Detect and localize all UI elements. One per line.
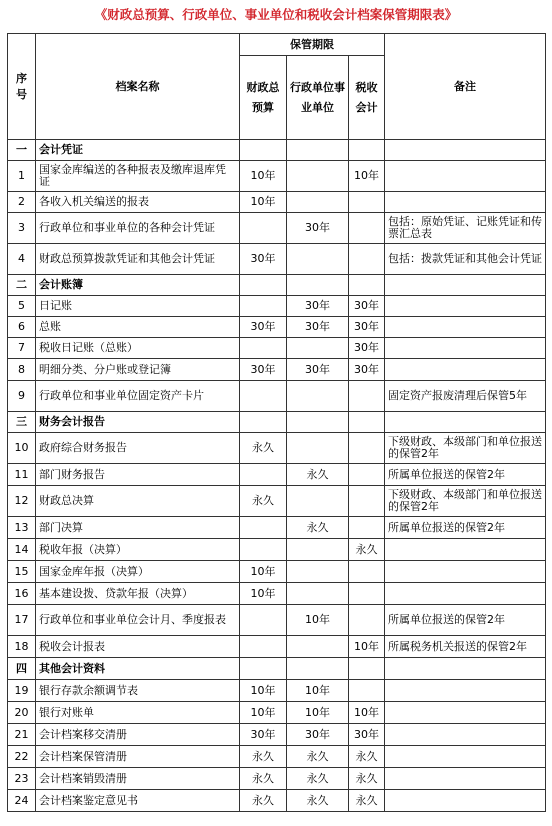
finance-period: 永久: [240, 790, 287, 812]
row-number: 9: [8, 381, 36, 412]
row-number: 8: [8, 359, 36, 381]
empty-cell: [287, 658, 349, 680]
empty-cell: [240, 658, 287, 680]
remark: 所属税务机关报送的保管2年: [385, 636, 546, 658]
empty-cell: [349, 140, 385, 161]
empty-cell: [349, 658, 385, 680]
tax-period: [349, 561, 385, 583]
finance-period: [240, 539, 287, 561]
row-number: 20: [8, 702, 36, 724]
remark: [385, 746, 546, 768]
archive-name: 部门财务报告: [36, 464, 240, 486]
admin-period: [287, 338, 349, 359]
table-row: [8, 768, 546, 790]
remark: 包括：拨款凭证和其他会计凭证: [385, 244, 546, 275]
row-number: 12: [8, 486, 36, 517]
admin-period: 永久: [287, 464, 349, 486]
archive-name: 国家金库编送的各种报表及缴库退库凭证: [36, 161, 240, 192]
table-row: [8, 605, 546, 636]
table-row: [8, 724, 546, 746]
finance-period: 10年: [240, 561, 287, 583]
header-name: 档案名称: [36, 34, 240, 140]
tax-period: [349, 213, 385, 244]
table-row: [8, 746, 546, 768]
archive-name: 行政单位和事业单位的各种会计凭证: [36, 213, 240, 244]
empty-cell: [385, 275, 546, 296]
section-row: [8, 658, 546, 680]
tax-period: 30年: [349, 359, 385, 381]
remark: 固定资产报废清理后保管5年: [385, 381, 546, 412]
finance-period: [240, 605, 287, 636]
table-row: [8, 213, 546, 244]
row-number: 19: [8, 680, 36, 702]
tax-period: [349, 381, 385, 412]
empty-cell: [240, 412, 287, 433]
admin-period: [287, 161, 349, 192]
empty-cell: [385, 140, 546, 161]
archive-name: 总账: [36, 317, 240, 338]
table-row: [8, 433, 546, 464]
empty-cell: [385, 412, 546, 433]
finance-period: [240, 296, 287, 317]
tax-period: 10年: [349, 161, 385, 192]
admin-period: 30年: [287, 724, 349, 746]
archive-name: 国家金库年报（决算）: [36, 561, 240, 583]
row-number: 5: [8, 296, 36, 317]
admin-period: 30年: [287, 296, 349, 317]
finance-period: 10年: [240, 161, 287, 192]
admin-period: 30年: [287, 213, 349, 244]
admin-period: 10年: [287, 702, 349, 724]
finance-period: 10年: [240, 192, 287, 213]
tax-period: [349, 517, 385, 539]
finance-period: 30年: [240, 244, 287, 275]
section-title: 其他会计资料: [36, 658, 240, 680]
section-title: 财务会计报告: [36, 412, 240, 433]
tax-period: 30年: [349, 338, 385, 359]
row-number: 15: [8, 561, 36, 583]
archive-name: 会计档案移交清册: [36, 724, 240, 746]
table-row: [8, 702, 546, 724]
empty-cell: [240, 275, 287, 296]
finance-period: [240, 464, 287, 486]
row-number: 22: [8, 746, 36, 768]
tax-period: [349, 486, 385, 517]
finance-period: 10年: [240, 702, 287, 724]
remark: [385, 768, 546, 790]
remark: 下级财政、本级部门和单位报送的保管2年: [385, 433, 546, 464]
finance-period: 10年: [240, 680, 287, 702]
admin-period: [287, 192, 349, 213]
finance-period: [240, 381, 287, 412]
remark: [385, 702, 546, 724]
tax-period: 永久: [349, 768, 385, 790]
archive-name: 税收日记账（总账）: [36, 338, 240, 359]
tax-period: [349, 680, 385, 702]
table-row: [8, 192, 546, 213]
remark: [385, 317, 546, 338]
section-row: [8, 140, 546, 161]
finance-period: 永久: [240, 746, 287, 768]
admin-period: [287, 433, 349, 464]
section-title: 会计账簿: [36, 275, 240, 296]
row-number: 13: [8, 517, 36, 539]
finance-period: 30年: [240, 317, 287, 338]
remark: 所属单位报送的保管2年: [385, 464, 546, 486]
row-number: 2: [8, 192, 36, 213]
tax-period: 永久: [349, 790, 385, 812]
finance-period: 30年: [240, 724, 287, 746]
admin-period: 30年: [287, 359, 349, 381]
archive-name: 会计档案销毁清册: [36, 768, 240, 790]
header-seq: 序号: [8, 34, 36, 140]
finance-period: [240, 636, 287, 658]
table-row: [8, 244, 546, 275]
tax-period: [349, 583, 385, 605]
empty-cell: [287, 275, 349, 296]
tax-period: 10年: [349, 636, 385, 658]
tax-period: 10年: [349, 702, 385, 724]
finance-period: [240, 213, 287, 244]
table-body: [8, 140, 546, 812]
row-number: 4: [8, 244, 36, 275]
admin-period: [287, 583, 349, 605]
remark: [385, 539, 546, 561]
table-row: [8, 161, 546, 192]
archive-name: 基本建设拨、贷款年报（决算）: [36, 583, 240, 605]
remark: [385, 296, 546, 317]
empty-cell: [349, 412, 385, 433]
admin-period: 10年: [287, 605, 349, 636]
remark: [385, 583, 546, 605]
row-number: 1: [8, 161, 36, 192]
admin-period: 永久: [287, 746, 349, 768]
archive-name: 会计档案保管清册: [36, 746, 240, 768]
table-row: [8, 636, 546, 658]
table-row: [8, 790, 546, 812]
section-row: [8, 412, 546, 433]
table-row: [8, 359, 546, 381]
section-title: 会计凭证: [36, 140, 240, 161]
header-finance: 财政总预算: [240, 56, 287, 140]
row-number: 23: [8, 768, 36, 790]
header-admin: 行政单位事业单位: [287, 56, 349, 140]
finance-period: [240, 338, 287, 359]
archive-name: 部门决算: [36, 517, 240, 539]
table-row: [8, 317, 546, 338]
remark: [385, 561, 546, 583]
archive-name: 行政单位和事业单位固定资产卡片: [36, 381, 240, 412]
archive-name: 明细分类、分户账或登记簿: [36, 359, 240, 381]
archive-name: 银行存款余额调节表: [36, 680, 240, 702]
remark: 所属单位报送的保管2年: [385, 517, 546, 539]
archive-name: 日记账: [36, 296, 240, 317]
row-number: 21: [8, 724, 36, 746]
admin-period: [287, 561, 349, 583]
row-number: 6: [8, 317, 36, 338]
row-number: 3: [8, 213, 36, 244]
tax-period: 30年: [349, 296, 385, 317]
admin-period: [287, 636, 349, 658]
archive-name: 财政总预算拨款凭证和其他会计凭证: [36, 244, 240, 275]
row-number: 24: [8, 790, 36, 812]
admin-period: [287, 244, 349, 275]
admin-period: 永久: [287, 790, 349, 812]
table-row: [8, 486, 546, 517]
empty-cell: [240, 140, 287, 161]
archive-name: 银行对账单: [36, 702, 240, 724]
page-title: 《财政总预算、行政单位、事业单位和税收会计档案保管期限表》: [94, 7, 458, 22]
archive-name: 税收年报（决算）: [36, 539, 240, 561]
header-note: 备注: [385, 34, 546, 140]
section-number: 四: [8, 658, 36, 680]
archive-retention-table: [7, 33, 546, 812]
remark: 包括：原始凭证、记账凭证和传票汇总表: [385, 213, 546, 244]
admin-period: 永久: [287, 768, 349, 790]
section-number: 一: [8, 140, 36, 161]
finance-period: 永久: [240, 768, 287, 790]
tax-period: [349, 192, 385, 213]
table-row: [8, 561, 546, 583]
tax-period: 永久: [349, 539, 385, 561]
section-number: 三: [8, 412, 36, 433]
finance-period: [240, 517, 287, 539]
archive-name: 税收会计报表: [36, 636, 240, 658]
archive-name: 各收入机关编送的报表: [36, 192, 240, 213]
remark: 所属单位报送的保管2年: [385, 605, 546, 636]
tax-period: [349, 244, 385, 275]
remark: [385, 359, 546, 381]
header-period: 保管期限: [240, 34, 385, 56]
row-number: 10: [8, 433, 36, 464]
finance-period: 永久: [240, 433, 287, 464]
archive-name: 会计档案鉴定意见书: [36, 790, 240, 812]
admin-period: 30年: [287, 317, 349, 338]
archive-name: 行政单位和事业单位会计月、季度报表: [36, 605, 240, 636]
tax-period: [349, 605, 385, 636]
admin-period: [287, 486, 349, 517]
tax-period: 30年: [349, 317, 385, 338]
table-row: [8, 680, 546, 702]
row-number: 11: [8, 464, 36, 486]
remark: [385, 338, 546, 359]
table-row: [8, 296, 546, 317]
header-tax: 税收会计: [349, 56, 385, 140]
remark: [385, 680, 546, 702]
empty-cell: [385, 658, 546, 680]
remark: [385, 790, 546, 812]
remark: [385, 192, 546, 213]
tax-period: 30年: [349, 724, 385, 746]
empty-cell: [287, 412, 349, 433]
section-number: 二: [8, 275, 36, 296]
table-row: [8, 539, 546, 561]
admin-period: [287, 539, 349, 561]
tax-period: [349, 433, 385, 464]
remark: [385, 161, 546, 192]
tax-period: [349, 464, 385, 486]
row-number: 7: [8, 338, 36, 359]
empty-cell: [349, 275, 385, 296]
row-number: 14: [8, 539, 36, 561]
admin-period: 永久: [287, 517, 349, 539]
section-row: [8, 275, 546, 296]
admin-period: 10年: [287, 680, 349, 702]
remark: [385, 724, 546, 746]
archive-name: 财政总决算: [36, 486, 240, 517]
finance-period: 永久: [240, 486, 287, 517]
table-row: [8, 338, 546, 359]
admin-period: [287, 381, 349, 412]
table-row: [8, 381, 546, 412]
table-row: [8, 464, 546, 486]
row-number: 17: [8, 605, 36, 636]
empty-cell: [287, 140, 349, 161]
finance-period: 10年: [240, 583, 287, 605]
remark: 下级财政、本级部门和单位报送的保管2年: [385, 486, 546, 517]
tax-period: 永久: [349, 746, 385, 768]
row-number: 18: [8, 636, 36, 658]
finance-period: 30年: [240, 359, 287, 381]
archive-name: 政府综合财务报告: [36, 433, 240, 464]
row-number: 16: [8, 583, 36, 605]
table-row: [8, 583, 546, 605]
table-row: [8, 517, 546, 539]
